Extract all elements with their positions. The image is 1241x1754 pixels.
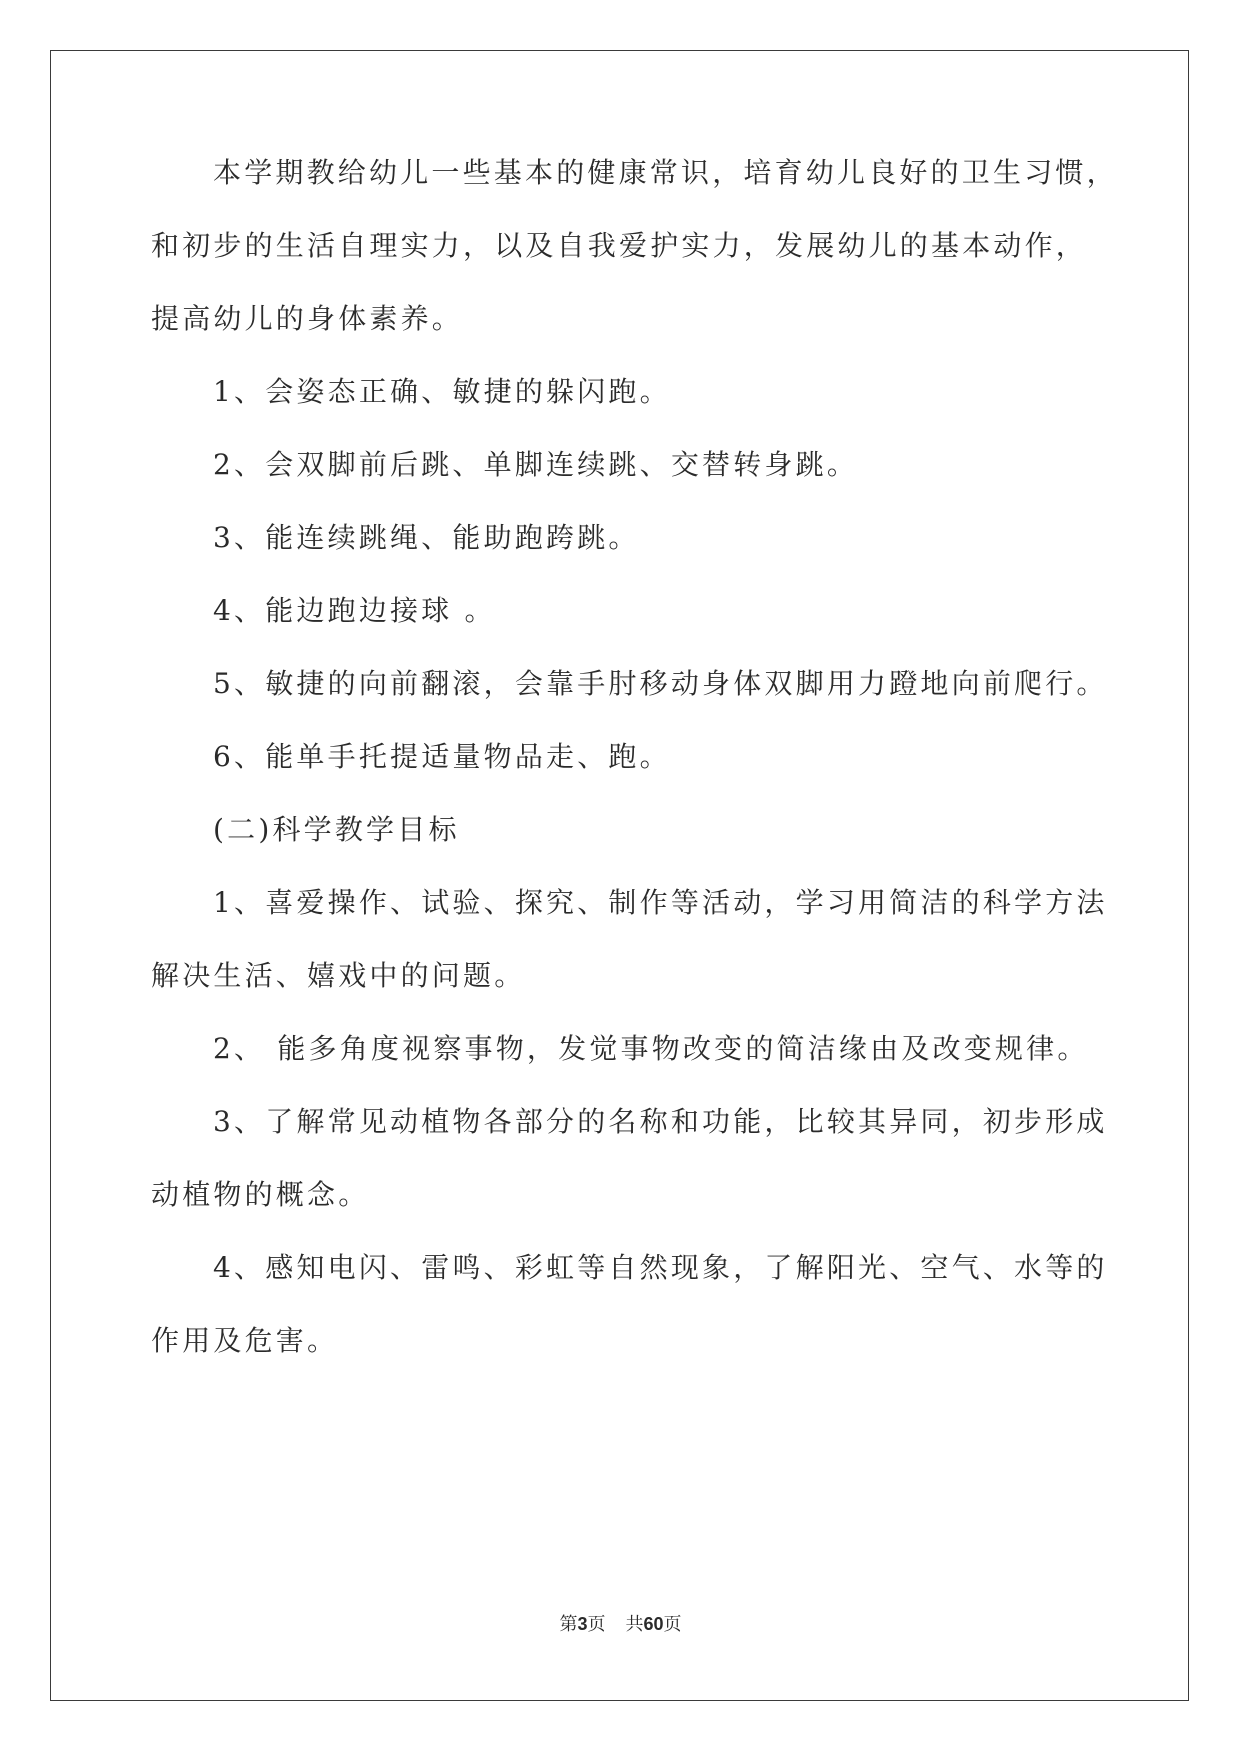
page-prefix: 第 xyxy=(559,1614,578,1635)
list-item: 6、能单手托提适量物品走、跑。 xyxy=(213,740,671,773)
list-item: 3、能连续跳绳、能助跑跨跳。 xyxy=(213,521,640,554)
paragraph-line: 和初步的生活自理实力，以及自我爱护实力，发展幼儿的基本动作， xyxy=(151,229,1088,262)
paragraph-line: 动植物的概念。 xyxy=(151,1178,370,1211)
paragraph-line: 本学期教给幼儿一些基本的健康常识，培育幼儿良好的卫生习惯， xyxy=(213,156,1118,189)
paragraph-line: 作用及危害。 xyxy=(151,1324,339,1357)
paragraph-line: 解决生活、嬉戏中的问题。 xyxy=(151,959,526,992)
page-suffix: 页 xyxy=(587,1614,606,1635)
page-footer xyxy=(0,1612,1241,1637)
list-item: 1、喜爱操作、试验、探究、制作等活动，学习用简洁的科学方法 xyxy=(213,886,1108,919)
page-number: 3 xyxy=(577,1614,588,1634)
list-item: 5、敏捷的向前翻滚，会靠手肘移动身体双脚用力蹬地向前爬行。 xyxy=(213,667,1108,700)
list-item: 1、会姿态正确、敏捷的躲闪跑。 xyxy=(213,375,671,408)
paragraph-line: 提高幼儿的身体素养。 xyxy=(151,302,464,335)
section-heading: (二)科学教学目标 xyxy=(213,813,460,846)
total-prefix: 共 xyxy=(625,1614,644,1635)
list-item: 2、 能多角度视察事物，发觉事物改变的简洁缘由及改变规律。 xyxy=(213,1032,1089,1065)
list-item: 4、感知电闪、雷鸣、彩虹等自然现象，了解阳光、空气、水等的 xyxy=(213,1251,1108,1284)
total-pages: 60 xyxy=(643,1614,664,1634)
total-suffix: 页 xyxy=(663,1614,682,1635)
page-border xyxy=(50,50,1189,1701)
list-item: 4、能边跑边接球 。 xyxy=(213,594,496,627)
list-item: 2、会双脚前后跳、单脚连续跳、交替转身跳。 xyxy=(213,448,859,481)
list-item: 3、了解常见动植物各部分的名称和功能，比较其异同，初步形成 xyxy=(213,1105,1108,1138)
